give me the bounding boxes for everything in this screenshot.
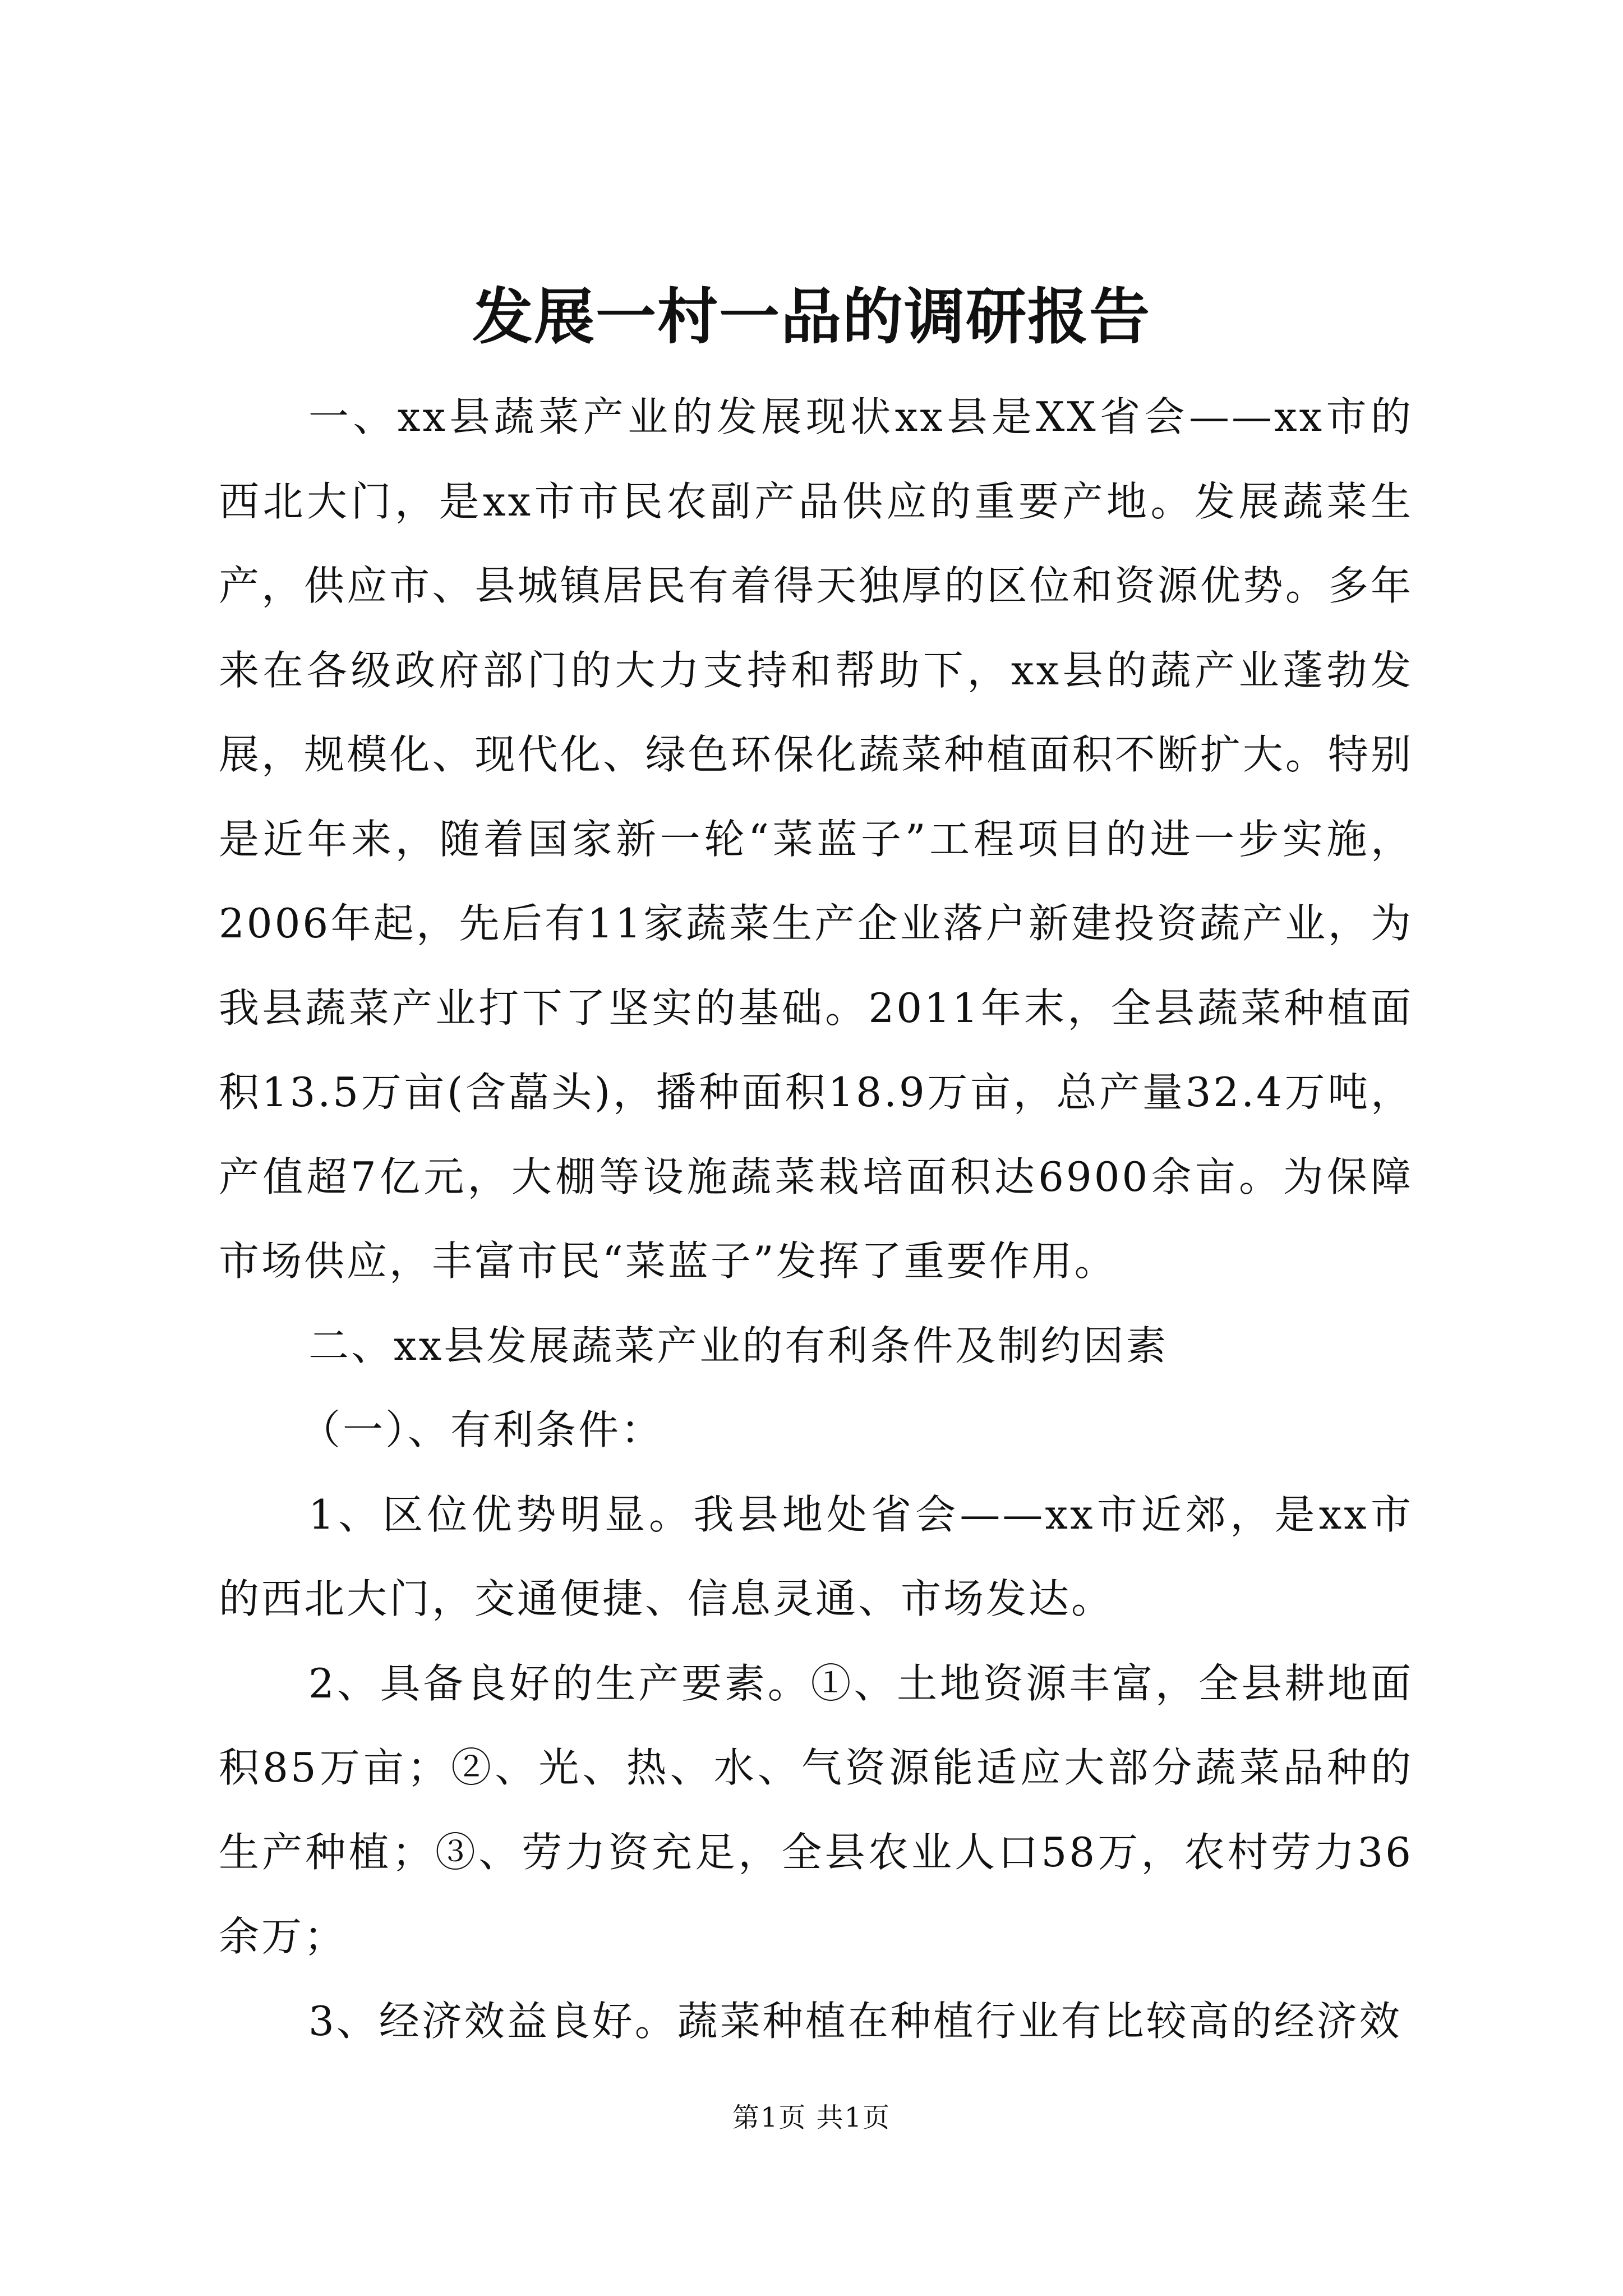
- document-title: 发展一村一品的调研报告: [472, 282, 1151, 352]
- paragraph-economic-benefit: 3、经济效益良好。蔬菜种植在种植行业有比较高的经济效: [308, 1997, 1402, 2045]
- paragraph-development-status: 一、xx县蔬菜产业的发展现状xx县是XX省会——xx市的西北大门，是xx市市民农副产品供应的重要产地。发展蔬菜生产，供应市、县城镇居民有着得天独厚的区位和资源优势。多年来在各级政府部门的大力支持和帮助下，xx县的蔬产业蓬勃发展，规模化、现代化、绿色环保化蔬菜种植面积不断扩大。特别是近年来，随着国家新一轮“菜蓝子”工程项目的进一步实施，2006年起，先后有11家蔬菜生产企业落户新建投资蔬产业，为我县蔬菜产业打下了坚实的基础。2011年末，全县蔬菜种植面积13.5万亩(含藠头)，播种面积18.9万亩，总产量32.4万吨，产值超7亿元，大棚等设施蔬菜栽培面积达6900余亩。为保障市场供应，丰富市民“菜蓝子”发挥了重要作用。: [219, 393, 1413, 1285]
- paragraph-location-advantage: 1、区位优势明显。我县地处省会——xx市近郊，是xx市的西北大门，交通便捷、信息灵通、市场发达。: [219, 1490, 1413, 1622]
- page-footer: 第1页 共1页: [732, 2102, 891, 2133]
- section-heading-conditions: 二、xx县发展蔬菜产业的有利条件及制约因素: [308, 1322, 1169, 1369]
- document-body: [219, 375, 1413, 2063]
- paragraph-production-factors: 2、具备良好的生产要素。①、土地资源丰富，全县耕地面积85万亩；②、光、热、水、气资源能适应大部分蔬菜品种的生产种植；③、劳力资充足，全县农业人口58万，农村劳力36余万；: [219, 1659, 1413, 1960]
- subsection-heading-favorable: （一）、有利条件：: [300, 1406, 664, 1453]
